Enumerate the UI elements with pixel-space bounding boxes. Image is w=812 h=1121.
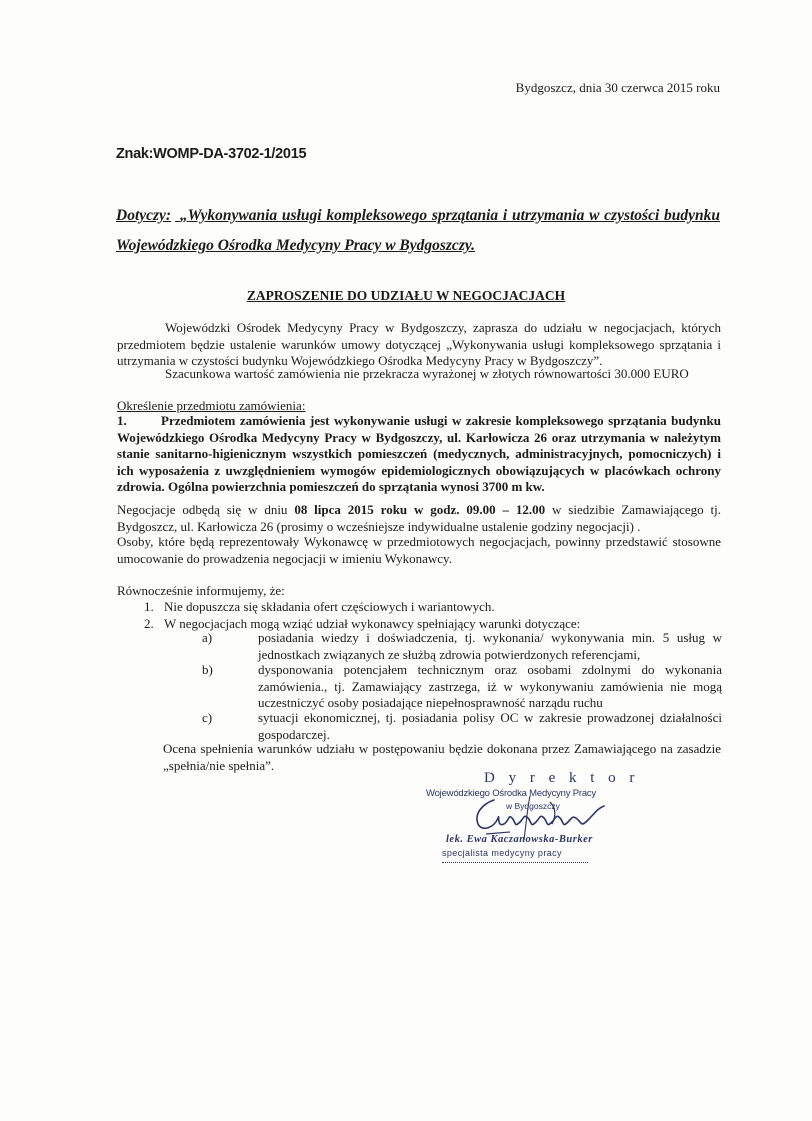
handwritten-signature [464,794,614,842]
list-item-number: 2. [144,615,154,631]
estimate-paragraph: Szacunkowa wartość zamówienia nie przekracza wyrażonej w złotych równowartości 30.000 EURO [165,366,689,381]
stamp-institution: Wojewódzkiego Ośrodka Medycyny Pracy [426,788,597,799]
subject-label: Dotyczy: [116,207,172,224]
evaluation-paragraph: Ocena spełnienia warunków udziału w postępowaniu będzie dokonana przez Zamawiającego na zasadzie „spełnia/nie spełnia”. [163,741,721,773]
condition-text: dysponowania potencjałem technicznym oraz osobami zdolnymi do wykonania zamówienia., tj. Zamawiający zastrzega, iż w wykonywaniu zamówienia nie mogą uczestniczyć osoby posiadające niepełnosprawność narządu ruchu [258,662,722,710]
subject-text: „Wykonywania usługi kompleksowego sprzątania i utrzymania w czystości budynku Wojewódzkiego Ośrodka Medycyny Pracy w Bydgoszczy. [116,207,721,254]
list-item [144,599,714,616]
inform-intro: Równocześnie informujemy, że: [117,583,285,598]
condition-item [202,662,722,712]
stamp-city: w Bydgoszczy [506,801,560,811]
page-title: ZAPROSZENIE DO UDZIAŁU W NEGOCJACJACH [246,288,566,303]
condition-letter: c) [202,710,213,725]
object-paragraph [117,413,721,496]
document-reference: Znak:WOMP-DA-3702-1/2015 [116,146,307,162]
stamp-title: D y r e k t o r [484,770,640,786]
representatives-paragraph: Osoby, które będą reprezentowały Wykonawcę w przedmiotowych negocjacjach, powinny przedstawić stosowne umocowanie do prowadzenia negocjacji w imieniu Wykonawcy. [117,534,721,566]
numbered-list [144,599,714,632]
negotiation-date: 08 lipca 2015 roku w godz. 09.00 – 12.00 [294,502,546,517]
list-item-number: 1. [144,599,154,614]
condition-letter: b) [202,662,213,677]
list-item-text: W negocjacjach mogą wziąć udział wykonawcy spełniający warunki dotyczące: [164,615,581,631]
condition-item [202,630,722,663]
condition-text: posiadania wiedzy i doświadczenia, tj. wykonania/ wykonywania min. 5 usług w jednostkach związanych ze służbą zdrowia potwierdzonych referencjami, [258,630,722,662]
list-item-text: Nie dopuszcza się składania ofert częściowych i wariantowych. [164,599,495,614]
intro-paragraph: Wojewódzki Ośrodek Medycyny Pracy w Bydgoszczy, zaprasza do udziału w negocjacjach, których przedmiotem będzie ustalenie warunków umowy dotyczącej „Wykonywania usługi kompleksowego sprzątania i utrzymania w czystości budynku Wojewódzkiego Ośrodka Medycyny Pracy w Bydgoszczy”. [117,320,721,368]
negotiation-text-after: w siedzibie Zamawiającego tj. Bydgoszcz, ul. Karłowicza 26 (prosimy o wcześniejsze indywidualne ustalenie godziny negocjacji) . [117,502,721,534]
condition-item [202,710,722,743]
condition-letter: a) [202,630,213,645]
object-text: Przedmiotem zamówienia jest wykonywanie usługi w zakresie kompleksowego sprzątania budynku Wojewódzkiego Ośrodka Medycyny Pracy w Bydgoszczy, ul. Karłowicza 26 oraz utrzymania w należytym stanie sanitarno-higienicznym wszystkich pomieszczeń (medycznych, administracyjnych, pomocniczych) i ich wyposażenia z uwzględnieniem wymogów epidemiologicznych obowiązujących w placówkach ochrony zdrowia. Ogólna powierzchnia pomieszczeń do sprzątania wynosi 3700 m kw. [117,413,721,494]
object-number: 1. [117,413,127,428]
subject-line [116,201,720,261]
stamp-role: specjalista medycyny pracy [442,845,588,863]
object-section-title: Określenie przedmiotu zamówienia: [117,398,306,413]
place-date: Bydgoszcz, dnia 30 czerwca 2015 roku [515,80,720,95]
stamp-name: lek. Ewa Kaczanowska-Burker [446,834,593,845]
condition-text: sytuacji ekonomicznej, tj. posiadania polisy OC w zakresie prowadzonej działalności gospodarczej. [258,710,722,742]
negotiation-text-before: Negocjacje odbędą się w dniu [117,502,288,517]
negotiation-paragraph [117,502,721,535]
